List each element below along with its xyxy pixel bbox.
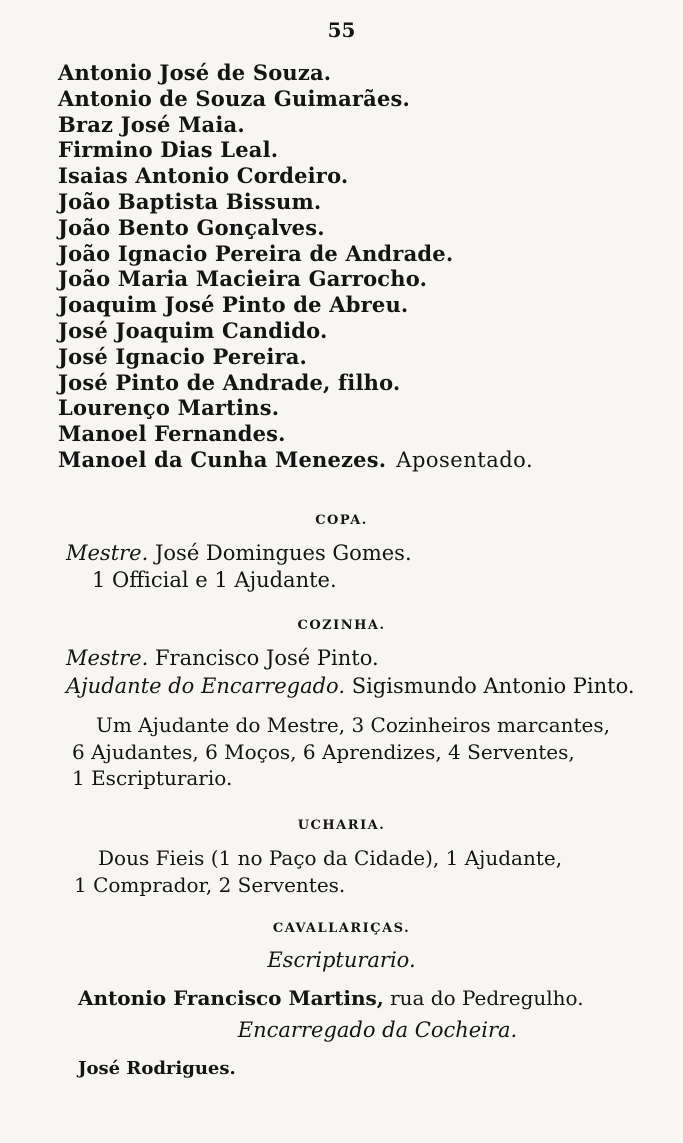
section-title-cozinha: COZINHA. [297, 618, 386, 633]
list-item: José Ignacio Pereira. [58, 343, 308, 369]
list-item: Manoel Fernandes. [58, 421, 286, 447]
list-item: Joaquim José Pinto de Abreu. [58, 292, 409, 318]
list-item: Isaias Antonio Cordeiro. [58, 163, 349, 189]
cozinha-mestre-label: Mestre. [66, 646, 149, 670]
copa-staff-line: 1 Official e 1 Ajudante. [92, 568, 337, 592]
section-title-cavallaricas: CAVALLARIÇAS. [272, 921, 411, 936]
paragraph-line: 1 Escripturario. [72, 766, 233, 790]
escripturario-line [78, 985, 584, 1011]
cocheira-heading: Encarregado da Cocheira. [237, 1018, 518, 1042]
cocheira-name: José Rodrigues. [78, 1058, 236, 1079]
list-item: João Ignacio Pereira de Andrade. [58, 240, 454, 266]
paragraph-line: 1 Comprador, 2 Serventes. [74, 872, 346, 897]
list-item: Antonio José de Souza. [58, 60, 332, 85]
copa-mestre-name: José Domingues Gomes. [154, 541, 412, 565]
cozinha-ajudante-label: Ajudante do Encarregado. [66, 674, 345, 698]
escripturario-address: rua do Pedregulho. [390, 986, 584, 1010]
list-item: José Pinto de Andrade, filho. [58, 369, 401, 395]
paragraph-line: 6 Ajudantes, 6 Moços, 6 Aprendizes, 4 Serventes, [72, 739, 575, 764]
list-item: Antonio de Souza Guimarães. [58, 85, 411, 111]
list-item: João Bento Gonçalves. [58, 214, 325, 240]
employee-name-list [58, 60, 533, 474]
cozinha-mestre-line [66, 645, 379, 671]
list-item-with-note [58, 447, 533, 474]
paragraph-line: Dous Fieis (1 no Paço da Cidade), 1 Ajudante, [98, 846, 563, 870]
list-item: Braz José Maia. [58, 111, 245, 137]
copa-mestre-line [66, 540, 412, 566]
section-title-ucharia: UCHARIA. [297, 818, 386, 833]
paragraph-line: Um Ajudante do Mestre, 3 Cozinheiros marcantes, [96, 713, 610, 737]
copa-mestre-label: Mestre. [66, 541, 149, 565]
cozinha-mestre-name: Francisco José Pinto. [154, 646, 379, 670]
list-item: João Baptista Bissum. [58, 188, 322, 214]
cozinha-ajudante-line [66, 673, 635, 699]
list-item: João Maria Macieira Garrocho. [58, 266, 428, 292]
list-item: Lourenço Martins. [58, 395, 280, 421]
list-item: Firmino Dias Leal. [58, 137, 279, 163]
list-item: José Joaquim Candido. [58, 317, 328, 343]
cozinha-staff-paragraph [72, 712, 610, 792]
page-number: 55 [327, 18, 356, 42]
status-note: Aposentado. [396, 447, 534, 472]
escripturario-heading: Escripturario. [267, 948, 416, 972]
escripturario-name: Antonio Francisco Martins, [78, 986, 384, 1010]
cozinha-ajudante-name: Sigismundo Antonio Pinto. [351, 674, 635, 698]
section-title-copa: COPA. [315, 513, 368, 528]
list-item-name: Manoel da Cunha Menezes. [58, 446, 387, 472]
ucharia-staff-paragraph [74, 845, 562, 898]
